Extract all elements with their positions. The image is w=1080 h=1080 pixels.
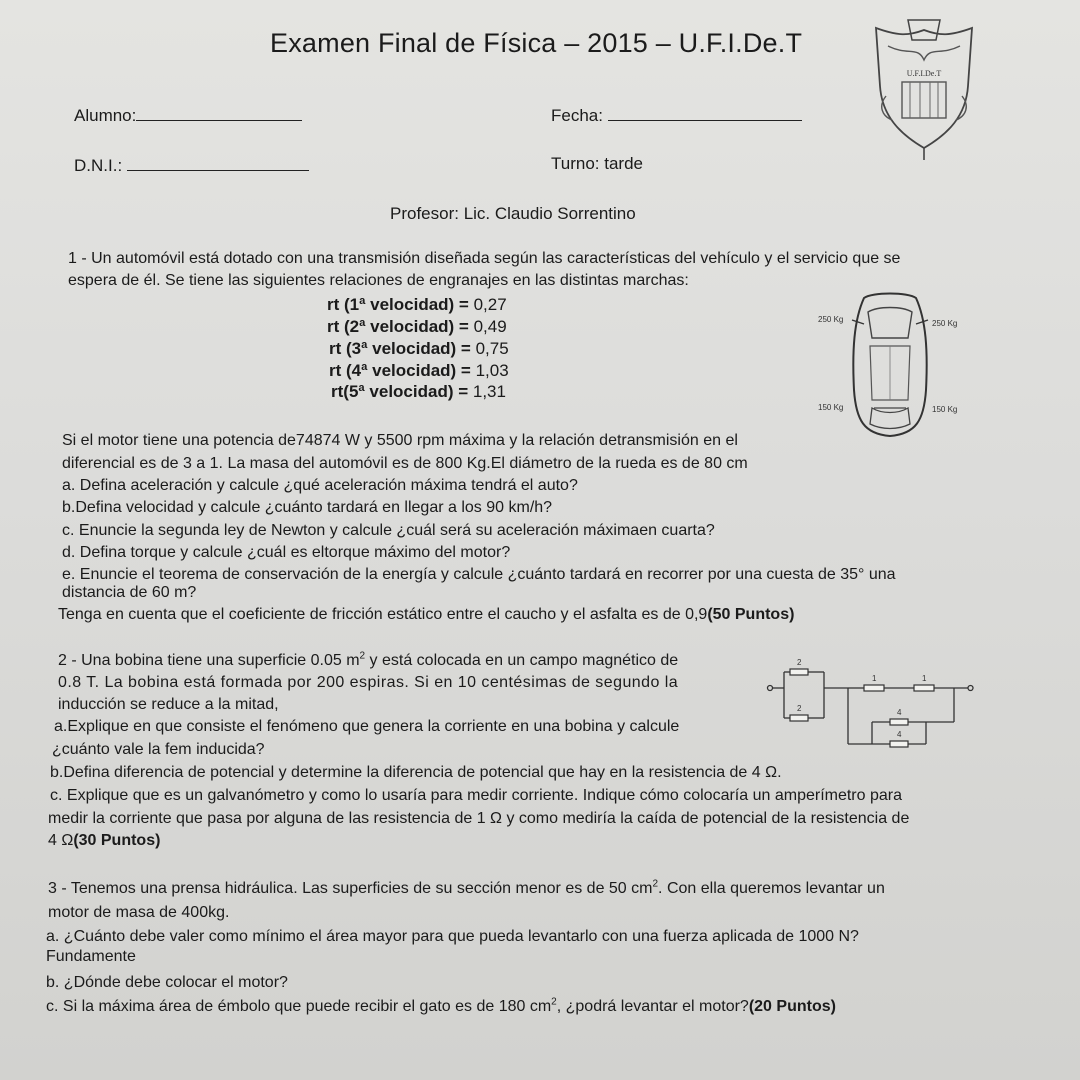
car-label-rear-left: 150 Kg [818,403,844,412]
resistor-label: 2 [797,658,802,667]
car-label-front-left: 250 Kg [818,315,844,324]
resistor-label: 4 [897,708,902,717]
resistor-2-top [790,669,808,675]
gear-value: 0,27 [473,295,507,314]
resistor-label: 4 [897,730,902,739]
q2-line1-b: y está colocada en un campo magnético de [365,652,679,669]
gear-value: 0,49 [473,317,507,336]
gear-label: rt (2ª velocidad) = [327,317,474,336]
resistor-4-top [890,719,908,725]
q1-item-e-line1: e. Enuncie el teorema de conservación de la energía y calcule ¿cuánto tardará en recorrer por una cuesta de 35° una [62,566,896,583]
resistor-1-right [914,685,934,691]
gear-row-3 [329,339,509,359]
alumno-blank [136,104,302,121]
q3-line1-b: . Con ella queremos levantar un [658,880,885,897]
q3-line1 [48,880,885,898]
gear-value: 1,03 [475,361,509,380]
q2-item-c-line2: medir la corriente que pasa por alguna de las resistencia de 1 Ω y como mediría la caída de potencial de la resistencia de [48,810,910,827]
q1-item-a: a. Defina aceleración y calcule ¿qué aceleración máxima tendrá el auto? [62,477,578,494]
q1-intro-line1: 1 - Un automóvil está dotado con una transmisión diseñada según las características del vehículo y el servicio que se [68,250,901,267]
fecha-label: Fecha: [551,106,603,125]
q1-body-line2: diferencial es de 3 a 1. La masa del automóvil es de 800 Kg.El diámetro de la rueda es de 80 cm [62,455,748,472]
gear-value: 1,31 [472,382,506,401]
q2-line1-a: 2 - Una bobina tiene una superficie 0.05 m [58,652,360,669]
q2-item-c-line3 [48,832,160,850]
q2-item-b: b.Defina diferencia de potencial y determine la diferencia de potencial que hay en la resistencia de 4 Ω. [50,764,782,781]
q1-body-line1: Si el motor tiene una potencia de74874 W y 5500 rpm máxima y la relación detransmisión en el [62,432,738,449]
seal-text: U.F.I.De.T [906,69,942,78]
q2-line2 [58,674,728,692]
resistor-1-left [864,685,884,691]
q2-item-a-line1: a.Explique en que consiste el fenómeno que genera la corriente en una bobina y calcule [54,718,680,735]
gear-row-2 [327,317,507,337]
resistor-circuit [760,654,980,758]
q2-points: (30 Puntos) [73,832,161,849]
dni-blank [127,154,309,171]
university-seal [868,16,980,162]
q3-sup-2: 2 [551,996,557,1008]
resistor-label: 2 [797,704,802,713]
car-label-front-right: 250 Kg [932,319,958,328]
q1-item-e-line2: distancia de 60 m? [62,584,197,601]
gear-label: rt (1ª velocidad) = [327,295,474,314]
terminal-left [768,686,773,691]
dni-label: D.N.I.: [74,156,123,175]
gear-value: 0,75 [475,339,509,358]
gear-label: rt (4ª velocidad) = [329,361,476,380]
q1-note-text: Tenga en cuenta que el coeficiente de fricción estático entre el caucho y el asfalta es de 0,9 [58,606,708,623]
q2-line1 [58,652,678,670]
q3-points: (20 Puntos) [748,998,836,1015]
q2-item-c-line3-text: 4 Ω [48,832,74,849]
fecha-field [551,104,802,126]
gear-row-5 [331,382,506,402]
gear-label: rt(5ª velocidad) = [331,382,473,401]
dni-field [74,154,309,176]
q1-item-b: b.Defina velocidad y calcule ¿cuánto tardará en llegar a los 90 km/h? [62,499,553,516]
car-label-rear-right: 150 Kg [932,405,958,414]
q2-sup: 2 [359,650,366,662]
alumno-label: Alumno: [74,106,137,125]
q3-item-c-b: , ¿podrá levantar el motor? [556,998,749,1015]
q3-item-a-line1: a. ¿Cuánto debe valer como mínimo el área mayor para que pueda levantarlo con una fuerza aplicada de 1000 N? [46,928,859,945]
profesor-label: Profesor: Lic. Claudio Sorrentino [390,204,636,223]
q3-item-a-line2: Fundamente [46,948,136,965]
q2-line2-text: 0.8 T. La bobina está formada por 200 espiras. Si en 10 centésimas de segundo la [58,674,679,691]
q2-item-a-line2: ¿cuánto vale la fem inducida? [52,741,265,758]
q3-sup-1: 2 [652,878,659,890]
resistor-label: 1 [922,674,927,683]
q1-item-d: d. Defina torque y calcule ¿cuál es eltorque máximo del motor? [62,544,511,561]
gear-row-1 [327,295,507,315]
q3-line2: motor de masa de 400kg. [48,904,230,921]
terminal-right [968,686,973,691]
turno-label: Turno: tarde [551,154,643,173]
alumno-field [74,104,302,126]
q3-line1-a: 3 - Tenemos una prensa hidráulica. Las superficies de su sección menor es de 50 cm [48,880,653,897]
q1-note [58,606,794,624]
q2-line3: inducción se reduce a la mitad, [58,696,279,713]
resistor-label: 1 [872,674,877,683]
q1-item-c: c. Enuncie la segunda ley de Newton y calcule ¿cuál será su aceleración máximaen cuarta? [62,522,715,539]
q3-item-b: b. ¿Dónde debe colocar el motor? [46,974,288,991]
fecha-blank [608,104,802,121]
gear-label: rt (3ª velocidad) = [329,339,476,358]
resistor-2-bottom [790,715,808,721]
exam-title: Examen Final de Física – 2015 – U.F.I.De.T [270,28,803,58]
car-weight-diagram [812,290,972,440]
q2-item-c-line1: c. Explique que es un galvanómetro y como lo usaría para medir corriente. Indique cómo colocaría un amperímetro para [50,787,902,804]
resistor-4-bottom [890,741,908,747]
q1-intro-line2: espera de él. Se tiene las siguientes relaciones de engranajes en las distintas marchas: [68,272,689,289]
gear-row-4 [329,361,509,381]
q1-points: (50 Puntos) [707,606,795,623]
q3-item-c-a: c. Si la máxima área de émbolo que puede recibir el gato es de 180 cm [46,998,552,1015]
q3-item-c [46,998,836,1016]
